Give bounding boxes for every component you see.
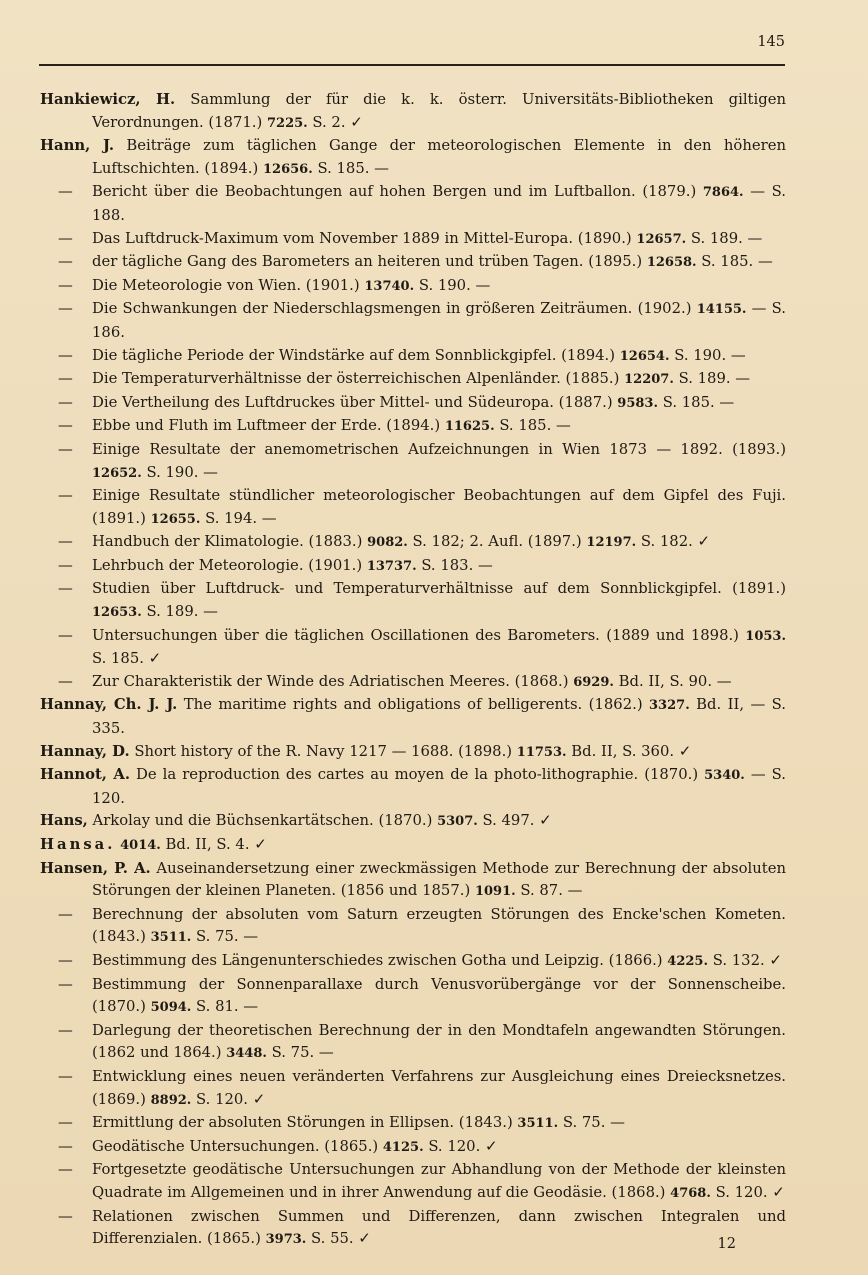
entry-reference: S. 182; 2. Aufl. (1897.) <box>407 533 587 551</box>
bibliography-entry <box>40 671 786 695</box>
entry-title: Lehrbuch der Meteorologie. (1901.) <box>92 556 367 574</box>
entry-title: The maritime rights and obligations of belligerents. (1862.) <box>177 696 650 714</box>
continuation-dash: — <box>58 672 73 690</box>
entry-title: Geodätische Untersuchungen. (1865.) <box>92 1137 383 1155</box>
catalogue-number: 3511. <box>150 930 192 946</box>
catalogue-number: 7225. <box>266 115 308 131</box>
entry-reference: S. 183. — <box>416 556 493 574</box>
entry-reference: S. 185. — <box>696 253 773 271</box>
header-rule <box>39 64 785 66</box>
continuation-dash: — <box>58 975 73 993</box>
entry-reference: S. 87. — <box>515 882 583 900</box>
continuation-dash: — <box>58 580 73 598</box>
entry-reference: S. 185. ✓ <box>92 650 162 668</box>
entry-title: Die Temperaturverhältnisse der österreichischen Alpenländer. (1885.) <box>92 370 625 388</box>
bibliography-entry <box>40 1112 786 1136</box>
catalogue-number: 12657. <box>636 231 687 247</box>
catalogue-number: 11753. <box>516 744 567 760</box>
bibliography-entry <box>40 298 786 344</box>
entry-title: Handbuch der Klimatologie. (1883.) <box>92 533 368 551</box>
entry-title: Auseinandersetzung einer zweckmässigen Methode zur Berechnung der absoluten Störungen der kleinen Planeten. (1856 und 1857.) <box>92 859 787 900</box>
continuation-dash: — <box>58 1137 73 1155</box>
entry-title: der tägliche Gang des Barometers an heiteren und trüben Tagen. (1895.) <box>92 253 647 271</box>
bibliography-entry <box>40 439 786 485</box>
entry-reference: S. 75. — <box>558 1114 625 1132</box>
catalogue-number: 3511. <box>517 1116 559 1132</box>
bibliography-entry <box>40 694 786 740</box>
entry-title: Sammlung der für die k. k. österr. Universitäts-Bibliotheken giltigen Verordnungen. (1871.) <box>92 91 786 131</box>
entry-title: Die Vertheilung des Luftdruckes über Mittel- und Südeuropa. (1887.) <box>92 393 618 411</box>
author-name: Hankiewicz, H. <box>40 91 176 108</box>
continuation-dash: — <box>58 1161 73 1179</box>
entry-reference: S. 185. — <box>658 393 735 411</box>
bibliography-entry <box>40 1136 786 1160</box>
continuation-dash: — <box>58 417 73 435</box>
entry-reference: S. 190. — <box>141 463 218 481</box>
catalogue-number: 5340. <box>704 768 745 784</box>
entry-title: De la reproduction des cartes au moyen de la photo-lithographie. (1870.) <box>130 766 705 784</box>
entry-reference: S. 190. — <box>414 276 491 294</box>
entry-title: Bestimmung des Längenunterschiedes zwischen Gotha und Leipzig. (1866.) <box>92 951 668 969</box>
continuation-dash: — <box>58 276 73 294</box>
bibliography-entry <box>40 578 786 624</box>
entry-reference: S. 189. — <box>686 229 763 247</box>
catalogue-number: 3448. <box>226 1046 267 1062</box>
catalogue-number: 12654. <box>619 348 670 364</box>
entry-reference: S. 194. — <box>200 509 277 527</box>
entry-reference: S. 81. — <box>191 998 259 1016</box>
entry-title: Einige Resultate stündlicher meteorologischer Beobachtungen auf dem Gipfel des Fuji. (1891.) <box>92 487 786 527</box>
entry-title: Einige Resultate der anemometrischen Aufzeichnungen in Wien 1873 — 1892. (1893.) <box>92 440 786 458</box>
catalogue-number: 3327. <box>649 698 690 714</box>
continuation-dash: — <box>58 440 73 458</box>
entry-title: Entwicklung eines neuen veränderten Verfahrens zur Ausgleichung eines Dreiecksnetzes. (1869.) <box>92 1067 786 1108</box>
bibliography-entry <box>40 228 786 252</box>
catalogue-number: 12655. <box>150 511 201 527</box>
continuation-dash: — <box>58 556 73 574</box>
entry-reference: S. 120. ✓ <box>191 1090 266 1108</box>
continuation-dash: — <box>58 626 73 644</box>
bibliography-entry <box>40 834 786 858</box>
catalogue-number: 14155. <box>696 302 747 318</box>
bibliography-entry <box>40 368 786 392</box>
entry-reference: S. 132. ✓ <box>708 951 782 969</box>
bibliography-entry <box>40 485 786 531</box>
entry-title: Fortgesetzte geodätische Untersuchungen zur Abhandlung von der Methode der kleinsten Quadrate im Allgemeinen und in ihrer Anwendung auf die Geodäsie. (1868.) <box>92 1161 786 1201</box>
continuation-dash: — <box>58 905 73 923</box>
continuation-dash: — <box>58 300 73 318</box>
entry-reference: — S. 186. <box>92 300 786 341</box>
catalogue-number: 12197. <box>586 535 637 551</box>
entry-title: Bestimmung der Sonnenparallaxe durch Venusvorübergänge vor der Sonnenscheibe. (1870.) <box>92 975 786 1016</box>
entry-reference: Bd. II, — S. 335. <box>92 696 786 738</box>
entry-title: Untersuchungen über die täglichen Oscillationen des Barometers. (1889 und 1898.) <box>92 626 746 644</box>
catalogue-number: 13737. <box>366 558 417 574</box>
entry-title: Zur Charakteristik der Winde des Adriatischen Meeres. (1868.) <box>92 672 574 690</box>
entry-title: Beiträge zum täglichen Gange der meteorologischen Elemente in den höheren Luftschichten. (1894.) <box>92 137 786 177</box>
catalogue-number: 9082. <box>367 535 408 551</box>
entry-reference: — S. 120. <box>92 766 786 807</box>
catalogue-number: 3973. <box>265 1232 307 1248</box>
bibliography-entry <box>40 89 786 135</box>
catalogue-number: 4014. <box>120 838 161 853</box>
entry-title: Ebbe und Fluth im Luftmeer der Erde. (1894.) <box>92 417 445 435</box>
author-name: Hann, J. <box>40 137 115 155</box>
continuation-dash: — <box>58 370 73 388</box>
bibliography-entry <box>40 531 786 555</box>
entry-reference: Bd. II, S. 4. ✓ <box>160 836 267 853</box>
continuation-dash: — <box>58 393 73 411</box>
entry-reference: Bd. II, S. 360. ✓ <box>566 742 692 760</box>
bibliography-entry <box>40 1066 786 1112</box>
continuation-dash: — <box>58 1207 73 1225</box>
entry-title: Die Schwankungen der Niederschlagsmengen in größeren Zeiträumen. (1902.) <box>92 300 697 318</box>
continuation-dash: — <box>58 346 73 364</box>
bibliography-entry <box>40 251 786 275</box>
bibliography-entry <box>40 415 786 439</box>
entry-title: Studien über Luftdruck- und Temperaturverhältnisse auf dem Sonnblickgipfel. (1891.) <box>92 580 786 598</box>
entry-reference: S. 182. ✓ <box>636 533 710 551</box>
catalogue-number: 9583. <box>617 395 659 411</box>
author-name: Hannay, Ch. J. J. <box>40 696 178 714</box>
catalogue-number: 6929. <box>573 674 614 690</box>
entry-reference: S. 75. — <box>266 1044 334 1062</box>
catalogue-number: 12653. <box>92 605 142 621</box>
entry-reference: S. 2. ✓ <box>307 113 363 131</box>
bibliography-entry <box>40 904 786 950</box>
entry-title: Darlegung der theoretischen Berechnung der in den Mondtafeln angewandten Störungen. (1862 und 1864.) <box>92 1021 786 1062</box>
bibliography-entry <box>40 858 786 904</box>
bibliography-entry <box>40 181 786 227</box>
bibliography-entry <box>40 950 786 974</box>
catalogue-number: 7864. <box>702 185 744 201</box>
continuation-dash: — <box>58 1067 73 1085</box>
continuation-dash: — <box>58 229 73 247</box>
bibliography-entry <box>40 392 786 416</box>
catalogue-number: 4768. <box>670 1185 711 1201</box>
catalogue-number: 13740. <box>364 278 415 294</box>
catalogue-number: 1053. <box>745 628 786 644</box>
bibliography-entry <box>40 1020 786 1066</box>
entry-reference: S. 120. ✓ <box>710 1183 785 1201</box>
page-number: 145 <box>757 34 785 50</box>
bibliography-entry <box>40 974 786 1020</box>
catalogue-number: 4125. <box>382 1139 424 1155</box>
bibliography-entry <box>40 764 786 810</box>
catalogue-number: 4225. <box>667 953 709 969</box>
bibliography-entry <box>40 345 786 369</box>
entry-title: Bericht über die Beobachtungen auf hohen Bergen und im Luftballon. (1879.) <box>92 183 703 201</box>
catalogue-number: 12652. <box>92 465 142 481</box>
entry-title: Ermittlung der absoluten Störungen in Ellipsen. (1843.) <box>92 1114 518 1132</box>
author-name: Hansa. <box>40 836 116 853</box>
bibliography-entry <box>40 1206 786 1252</box>
continuation-dash: — <box>58 253 73 271</box>
bibliography-entry <box>40 1159 786 1205</box>
entry-reference: S. 120. ✓ <box>423 1137 498 1155</box>
continuation-dash: — <box>58 183 73 201</box>
bibliography-entry <box>40 625 786 671</box>
continuation-dash: — <box>58 1114 73 1132</box>
bibliography-entry <box>40 741 786 765</box>
continuation-dash: — <box>58 533 73 551</box>
signature-mark: 12 <box>717 1236 736 1252</box>
catalogue-number: 1091. <box>474 884 516 900</box>
continuation-dash: — <box>58 1021 73 1039</box>
bibliography-entry <box>40 135 786 181</box>
entry-title: Das Luftdruck-Maximum vom November 1889 in Mittel-Europa. (1890.) <box>92 229 637 247</box>
entry-reference: S. 55. ✓ <box>306 1230 371 1248</box>
entry-reference: — S. 188. <box>92 183 786 224</box>
entry-title: Die tägliche Periode der Windstärke auf dem Sonnblickgipfel. (1894.) <box>92 346 620 364</box>
catalogue-number: 5094. <box>150 1000 192 1016</box>
bibliography-entry <box>40 810 786 834</box>
entry-title: Berechnung der absoluten vom Saturn erzeugten Störungen des Encke'schen Kometen. (1843.) <box>92 905 786 946</box>
entry-reference: S. 497. ✓ <box>477 812 552 830</box>
catalogue-number: 11625. <box>444 419 495 435</box>
catalogue-number: 12656. <box>263 161 313 177</box>
catalogue-number: 12207. <box>624 372 674 388</box>
bibliography-list <box>40 89 786 1252</box>
author-name: Hans, <box>40 812 88 830</box>
author-name: Hansen, P. A. <box>40 859 151 877</box>
author-name: Hannay, D. <box>40 742 130 760</box>
entry-reference: Bd. II, S. 90. — <box>613 672 732 690</box>
entry-reference: S. 189. — <box>673 370 751 388</box>
entry-title: Die Meteorologie von Wien. (1901.) <box>92 276 365 294</box>
catalogue-number: 8892. <box>150 1092 192 1108</box>
bibliography-entry <box>40 555 786 579</box>
continuation-dash: — <box>58 951 73 969</box>
entry-title: Relationen zwischen Summen und Differenzen, dann zwischen Integralen und Differenzialen. (1865.) <box>92 1207 786 1248</box>
author-name: Hannot, A. <box>40 766 131 784</box>
continuation-dash: — <box>58 487 73 505</box>
bibliography-entry <box>40 275 786 299</box>
entry-reference: S. 189. — <box>141 603 218 621</box>
catalogue-number: 12658. <box>646 255 697 271</box>
entry-reference: S. 190. — <box>669 346 746 364</box>
entry-reference: S. 185. — <box>312 159 389 177</box>
entry-title: Arkolay und die Büchsenkartätschen. (1870.) <box>87 812 438 830</box>
entry-reference: S. 185. — <box>494 417 571 435</box>
entry-reference: S. 75. — <box>191 928 259 946</box>
catalogue-number: 5307. <box>437 814 478 830</box>
entry-title: Short history of the R. Navy 1217 — 1688. (1898.) <box>129 742 517 760</box>
